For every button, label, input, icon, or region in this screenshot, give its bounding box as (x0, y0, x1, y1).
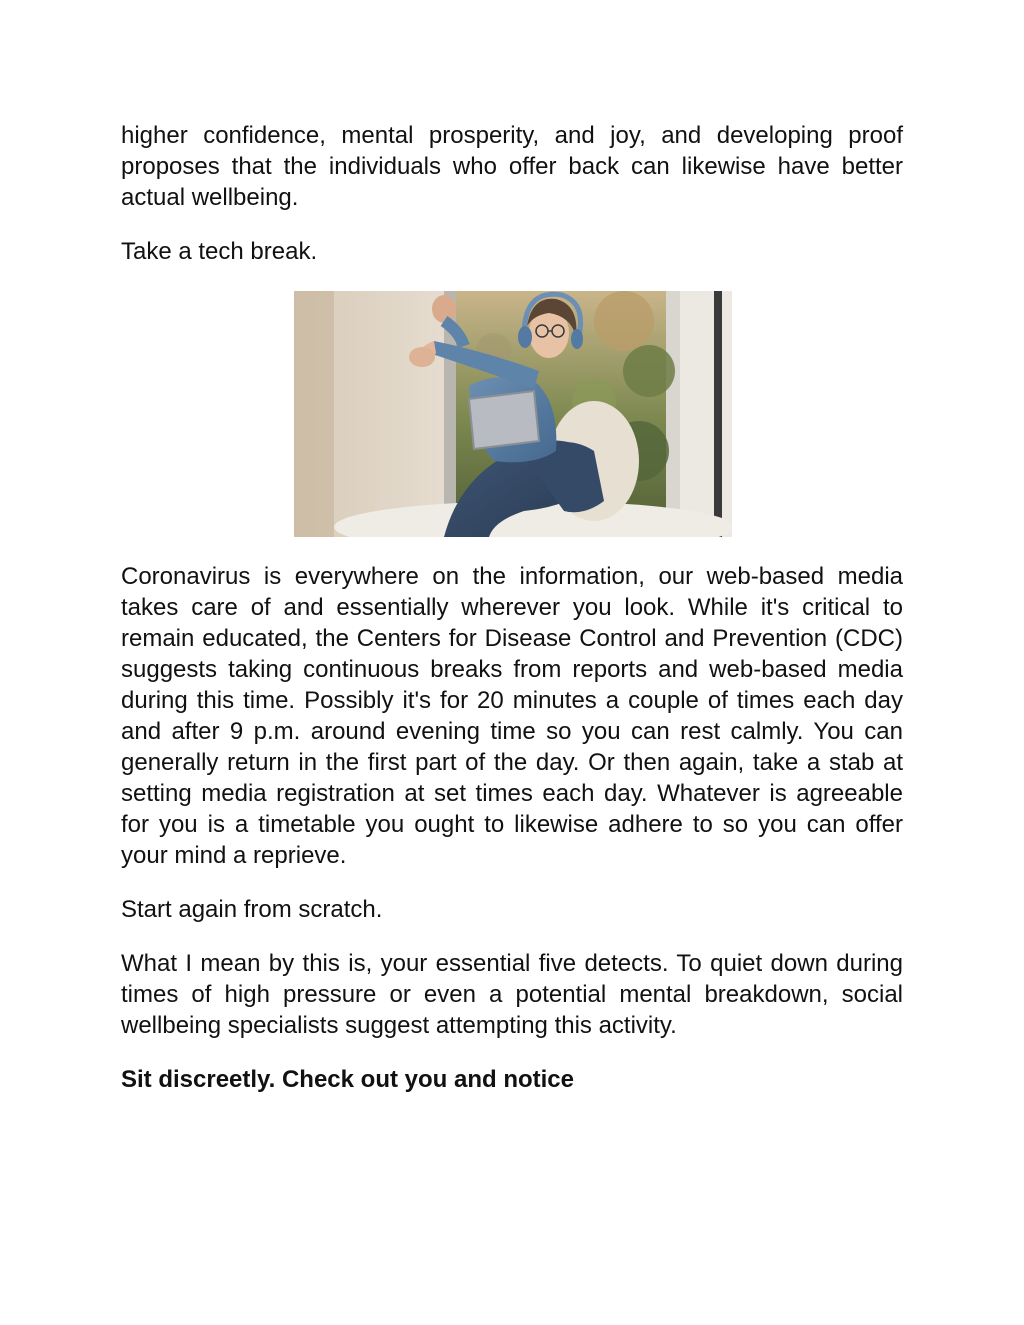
document-content (121, 120, 903, 1095)
woman-with-headphones-photo (294, 291, 732, 537)
paragraph-tech-break-body: Coronavirus is everywhere on the information, our web-based media takes care of and essentially wherever you look. While it's critical to remain educated, the Centers for Disease Control and Prevention (CDC) suggests taking continuous breaks from reports and web-based media during this time. Possibly it's for 20 minutes a couple of times each day and after 9 p.m. around evening time so you can rest calmly. You can generally return in the first part of the day. Or then again, take a stab at setting media registration at set times each day. Whatever is agreeable for you is a timetable you ought to likewise adhere to so you can offer your mind a reprieve. (121, 563, 903, 869)
paragraph-intro-continuation: higher confidence, mental prosperity, and joy, and developing proof proposes that the individuals who offer back can likewise have better actual wellbeing. (121, 122, 903, 211)
heading-start-again: Start again from scratch. (121, 896, 383, 923)
figure (121, 291, 903, 537)
bold-instruction: Sit discreetly. Check out you and notice (121, 1066, 574, 1093)
heading-tech-break: Take a tech break. (121, 238, 318, 265)
paragraph-start-again-body: What I mean by this is, your essential five detects. To quiet down during times of high pressure or even a potential mental breakdown, social wellbeing specialists suggest attempting this activity. (121, 950, 903, 1039)
